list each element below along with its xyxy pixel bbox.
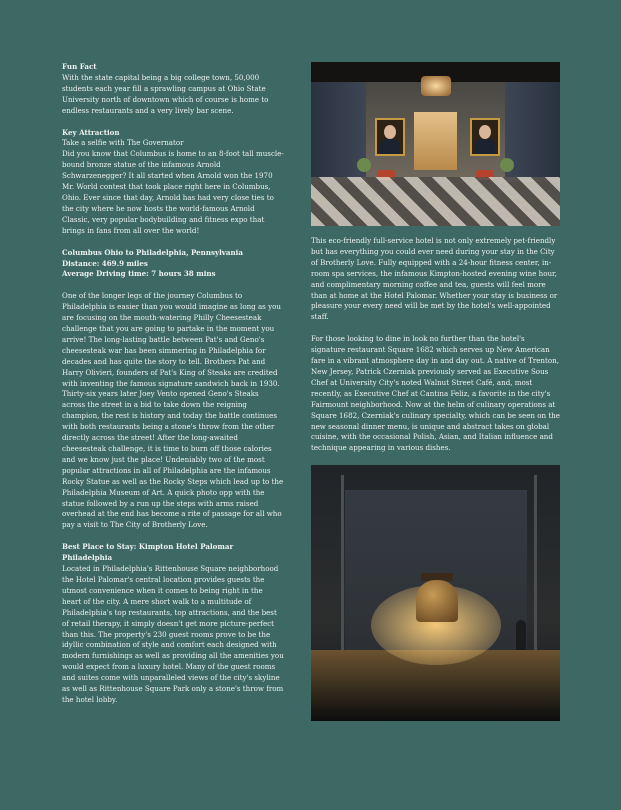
hotel-lobby-photo [311, 62, 560, 226]
left-column [62, 62, 284, 717]
fun-fact-section [62, 62, 284, 117]
lobby-doorway [414, 112, 457, 170]
route-title: Columbus Ohio to Philadelphia, Pennsylvania [62, 247, 243, 257]
fun-fact-body: With the state capital being a big college town, 50,000 students each year fill a sprawling campus at Ohio State University north of downtown which of course is home to endless restaurants and a very lively bar scene. [62, 72, 269, 115]
hotel-section [311, 236, 560, 323]
dining-paragraph: For those looking to dine in look no further than the hotel's signature restaurant Square 1682 which serves up New American fare in a vibrant atmosphere day in and day out. A native of Trenton, New Jersey, Patrick Czerniak previously served as Executive Sous Chef at University City's noted Walnut Street Café, and, most recently, as Executive Chef at Cantina Feliz, a favorite in the city's Fairmount neighborhood. Now at the helm of culinary operations at Square 1682, Czerniak's culinary specialty, which can be seen on the new seasonal dinner menu, is unique and abstract takes on global cuisine, with the occasional Polish, Asian, and Italian influence and technique appearing in various dishes. [311, 334, 560, 453]
lobby-chandelier [421, 76, 451, 96]
best-place-section [62, 542, 284, 706]
plant-right [500, 158, 514, 172]
liberty-bell [416, 580, 458, 622]
key-attraction-heading: Key Attraction [62, 127, 120, 137]
route-driving-time: Average Driving time: 7 hours 38 mins [62, 269, 216, 279]
best-place-body: Located in Philadelphia's Rittenhouse Square neighborhood the Hotel Palomar's central location provides guests the utmost convenience when it comes to being right in the heart of the city. A mere short walk to a multitude of Philadelphia's top restaurants, top attractions, and the best of retail therapy, it simply doesn't get more picture-perfect than this. The property's 230 guest rooms prove to be the idyllic combination of style and comfort each designed with modern furnishings as well as providing all the amenities you would expect from a luxury hotel. Many of the guest rooms and suites come with unparalleled views of the city's skyline as well as Rittenhouse Square Park only a stone's throw from the hotel lobby. [62, 564, 284, 704]
plant-left [357, 158, 371, 172]
right-column [311, 62, 560, 721]
portrait-left [375, 118, 405, 156]
key-attraction-subheading: Take a selfie with The Governator [62, 138, 184, 148]
bell-visitor [516, 620, 526, 650]
dining-section [311, 334, 560, 454]
portrait-right [470, 118, 500, 156]
key-attraction-section [62, 128, 284, 237]
fun-fact-heading: Fun Fact [62, 62, 97, 71]
liberty-bell-photo [311, 465, 560, 721]
hotel-paragraph: This eco-friendly full-service hotel is not only extremely pet-friendly but has everything you could ever need during your stay in the City of Brotherly Love. Fully equipped with a 24-hour fitness center, in-room spa services, the infamous Kimpton-hosted evening wine hour, and complimentary morning coffee and tea, guests will feel more than at home at the Hotel Palomar. Whether your stay is business or pleasure your every need will be met by the hotel's well-appointed staff. [311, 236, 558, 322]
best-place-heading: Best Place to Stay: Kimpton Hotel Palomar Philadelphia [62, 542, 234, 563]
route-section [62, 248, 284, 281]
route-distance: Distance: 469.9 miles [62, 258, 148, 268]
leg-section [62, 291, 284, 531]
lobby-floor [311, 177, 560, 226]
key-attraction-body: Did you know that Columbus is home to an 8-foot tall muscle-bound bronze statue of the infamous Arnold Schwarzenegger? It all started when Arnold won the 1970 Mr. World contest that took place right here in Columbus, Ohio. Ever since that day, Arnold has had very close ties to the city where he now hosts the world-famous Arnold Classic, very popular bodybuilding and fitness expo that brings in fans from all over the world! [62, 149, 284, 235]
leg-body: One of the longer legs of the journey Columbus to Philadelphia is easier than you would imagine as long as you are focusing on the mouth-watering Philly Cheesesteak challenge that you are going to partake in the moment you arrive! The long-lasting battle between Pat's and Geno's cheesesteak war has been simmering in Philadelphia for decades and has quite the story to tell. Brothers Pat and Harry Olivieri, founders of Pat's King of Steaks are credited with inventing the famous signature sandwich back in 1930. Thirty-six years later Joey Vento opened Geno's Steaks across the street in a bid to take down the reigning champion, the rest is history and today the battle continues with both restaurants being a stone's throw from the other directly across the street! After the long-awaited cheesesteak challenge, it is time to burn off those calories and we know just the place! Undeniably two of the most popular attractions in all of Philadelphia are the infamous Rocky Statue as well as the Rocky Steps which lead up to the Philadelphia Museum of Art. A quick photo opp with the statue followed by a run up the steps with arms raised overhead at the end has become a rite of passage for all who pay a visit to The City of Brotherly Love. [62, 291, 284, 530]
